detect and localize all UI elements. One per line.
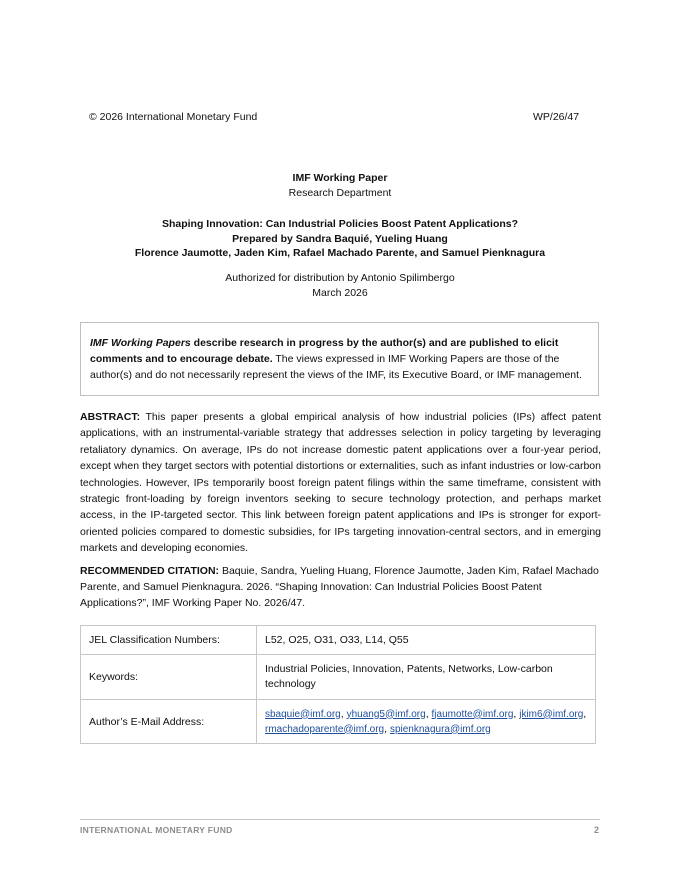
citation-label: RECOMMENDED CITATION: [80,565,220,577]
table-row [81,655,596,700]
citation-text: Baquie, Sandra, Yueling Huang, Florence Jaumotte, Jaden Kim, Rafael Machado Parente, and Samuel Pienknagura. 2026. “Shaping Innovation: Can Industrial Policies Boost Patent Applications?”, IMF Working Paper No. 2026/47. [80,565,599,609]
keywords-value: Industrial Policies, Innovation, Patents, Networks, Low-carbon technology [257,655,596,700]
jel-label: JEL Classification Numbers: [81,626,257,655]
abstract-text: This paper presents a global empirical analysis of how industrial policies (IPs) affect patent applications, with an instrumental-variable strategy that addresses selection in policy targeting by leveraging retaliatory dynamics. On average, IPs do not increase domestic patent applications over a four-year period, except when they target sectors with potential distortions or externalities, such as infant industries or low-carbon technologies. However, IPs temporarily boost foreign patent filings within the same timeframe, consistent with strategic front-loading by foreign inventors seeking to secure technology protection, and perhaps market access, in the IP-targeted sector. This link between foreign patent applications and IPs is stronger for export-oriented policies compared to domestic subsidies, for IPs targeting innovation-central sectors, and in emerging markets and developing economies. [80,411,601,555]
citation-paragraph [80,563,601,611]
email-link[interactable]: spienknagura@imf.org [389,723,491,735]
email-link[interactable]: sbaquie@imf.org [265,708,341,720]
series-title: IMF Working Paper [292,172,388,184]
footer-organization: INTERNATIONAL MONETARY FUND [80,825,233,835]
page-number: 2 [594,825,600,835]
disclaimer-series-name: IMF Working Papers [90,337,191,349]
publication-date: March 2026 [312,287,368,299]
table-row [81,700,596,744]
classification-table [80,625,596,744]
table-row [81,626,596,655]
copyright-text: © 2026 International Monetary Fund [89,111,258,123]
authorized-by: Authorized for distribution by Antonio Spilimbergo [225,272,455,284]
email-link[interactable]: rmachadoparente@imf.org [265,723,385,735]
email-link[interactable]: fjaumotte@imf.org [431,708,514,720]
abstract-label: ABSTRACT: [80,411,141,423]
disclaimer-box [80,322,599,396]
department: Research Department [288,187,392,199]
email-list: sbaquie@imf.org, yhuang5@imf.org, fjaumotte@imf.org, jkim6@imf.org, rmachadoparente@imf.org, spienknagura@imf.org [257,700,596,744]
email-label: Author’s E-Mail Address: [81,700,257,744]
email-link[interactable]: jkim6@imf.org [519,708,584,720]
abstract-paragraph [80,409,601,557]
jel-value: L52, O25, O31, O33, L14, Q55 [257,626,596,655]
prepared-by-line-1: Prepared by Sandra Baquié, Yueling Huang [232,233,448,245]
keywords-label: Keywords: [81,655,257,700]
email-link[interactable]: yhuang5@imf.org [346,708,426,720]
disclaimer-bold-text: describe research in progress by the author(s) and are published to elicit comments and to encourage debate. [90,337,559,365]
prepared-by-line-2: Florence Jaumotte, Jaden Kim, Rafael Machado Parente, and Samuel Pienknagura [134,247,546,259]
paper-title: Shaping Innovation: Can Industrial Policies Boost Patent Applications? [161,218,519,230]
working-paper-number: WP/26/47 [533,111,580,123]
footer-divider [80,819,600,820]
disclaimer-text: The views expressed in IMF Working Papers are those of the author(s) and do not necessarily represent the views of the IMF, its Executive Board, or IMF management. [90,353,582,381]
